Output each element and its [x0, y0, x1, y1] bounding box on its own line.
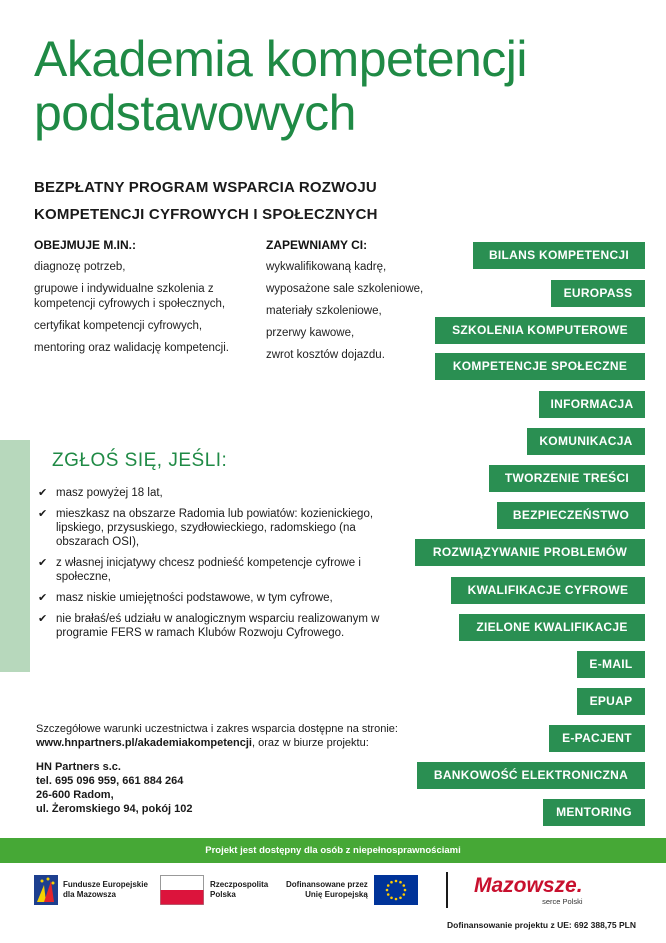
tag-label: SZKOLENIA KOMPUTEROWE: [435, 317, 645, 344]
provides-item: zwrot kosztów dojazdu.: [266, 349, 385, 361]
rp-logo-text: [210, 880, 268, 900]
list-item-text: z własnej inicjatywy chcesz podnieść kompetencje cyfrowe i społeczne,: [56, 557, 361, 583]
list-item: [38, 612, 410, 640]
tag-label: KOMPETENCJE SPOŁECZNE: [435, 353, 645, 380]
tag-label: BANKOWOŚĆ ELEKTRONICZNA: [417, 762, 645, 789]
list-item: [38, 486, 410, 500]
eu-logo-line-1: Dofinansowane przez: [286, 880, 368, 889]
tag-label: MENTORING: [543, 799, 645, 826]
provides-heading: ZAPEWNIAMY CI:: [266, 238, 368, 252]
tag-label: EUROPASS: [551, 280, 645, 307]
eu-flag-icon: [374, 875, 418, 905]
office-address: [36, 760, 416, 816]
list-item-text: masz powyżej 18 lat,: [56, 487, 163, 499]
list-item-text: nie brałaś/eś udziału w analogicznym wsparciu realizowanym w programie FERS w ramach Klubów Rozwoju Cyfrowego.: [56, 613, 380, 639]
company-name: HN Partners s.c.: [36, 761, 121, 773]
postal-city: 26-600 Radom,: [36, 789, 114, 801]
list-item: [38, 556, 410, 584]
info-lead-after: , oraz w biurze projektu:: [252, 737, 369, 749]
polish-flag-icon: [160, 875, 204, 905]
page-title: [34, 32, 654, 140]
tag-label: KOMUNIKACJA: [527, 428, 645, 455]
rp-logo: [160, 870, 268, 910]
info-lead: [36, 722, 416, 750]
phone-numbers[interactable]: tel. 695 096 959, 661 884 264: [36, 775, 184, 787]
accessibility-strip: Projekt jest dostępny dla osób z niepełnosprawnościami: [0, 838, 666, 863]
includes-item: diagnozę potrzeb,: [34, 261, 126, 273]
fe-logo-text: [63, 880, 148, 900]
page-subtitle: [34, 174, 454, 228]
subtitle-line-1: BEZPŁATNY PROGRAM WSPARCIA ROZWOJU: [34, 179, 377, 196]
tag-label: BEZPIECZEŃSTWO: [497, 502, 645, 529]
subtitle-line-2: KOMPETENCJI CYFROWYCH I SPOŁECZNYCH: [34, 206, 378, 223]
includes-heading: OBEJMUJE M.IN.:: [34, 238, 137, 252]
check-icon: ✔: [38, 613, 48, 625]
logo-divider: [446, 872, 448, 908]
sponsor-logos: [0, 870, 666, 920]
includes-item: grupowe i indywidualne szkolenia z kompetencji cyfrowych i społecznych,: [34, 283, 226, 310]
tag-label: ZIELONE KWALIFIKACJE: [459, 614, 645, 641]
provides-item: przerwy kawowe,: [266, 327, 355, 339]
includes-item: certyfikat kompetencji cyfrowych,: [34, 320, 203, 332]
rp-logo-line-1: Rzeczpospolita: [210, 880, 269, 889]
list-item-text: mieszkasz na obszarze Radomia lub powiatów: kozienickiego, lipskiego, przysuskiego, szydłowieckiego, radomskiego (na obszarach OSI),: [56, 508, 374, 548]
includes-section: [34, 238, 249, 363]
street-address: ul. Żeromskiego 94, pokój 102: [36, 803, 193, 815]
fe-logo-icon: [34, 875, 58, 905]
title-line-2: podstawowych: [34, 85, 356, 141]
mazowsze-logo-name: Mazowsze.: [474, 873, 583, 897]
tag-label: KWALIFIKACJE CYFROWE: [451, 577, 645, 604]
website-link[interactable]: www.hnpartners.pl/akademiakompetencji: [36, 737, 252, 749]
title-line-1: Akademia kompetencji: [34, 31, 528, 87]
apply-checklist: [38, 486, 410, 647]
list-item: [38, 591, 410, 605]
check-icon: ✔: [38, 508, 48, 520]
tag-label: E-PACJENT: [549, 725, 645, 752]
decorative-side-bar: [0, 440, 30, 672]
fe-logo-line-2: dla Mazowsza: [63, 890, 116, 899]
provides-item: wykwalifikowaną kadrę,: [266, 261, 387, 273]
funding-amount: Dofinansowanie projektu z UE: 692 388,75 PLN: [447, 920, 636, 930]
mazowsze-logo-tagline: serce Polski: [542, 896, 583, 906]
tag-label: INFORMACJA: [539, 391, 645, 418]
contact-info: [36, 722, 416, 816]
includes-item: mentoring oraz walidację kompetencji.: [34, 342, 229, 354]
eu-logo: [286, 870, 418, 910]
fe-logo-line-1: Fundusze Europejskie: [63, 880, 148, 889]
tag-label: BILANS KOMPETENCJI: [473, 242, 645, 269]
list-item: [38, 507, 410, 549]
apply-heading: ZGŁOŚ SIĘ, JEŚLI:: [52, 450, 228, 471]
check-icon: ✔: [38, 592, 48, 604]
tag-label: EPUAP: [577, 688, 645, 715]
provides-item: wyposażone sale szkoleniowe,: [266, 283, 424, 295]
mazowsze-logo: [474, 870, 583, 910]
tag-label: TWORZENIE TREŚCI: [489, 465, 645, 492]
provides-item: materiały szkoleniowe,: [266, 305, 382, 317]
eu-logo-text: [286, 880, 368, 900]
check-icon: ✔: [38, 487, 48, 499]
provides-section: [266, 238, 456, 370]
rp-logo-line-2: Polska: [210, 890, 236, 899]
check-icon: ✔: [38, 557, 48, 569]
info-lead-before: Szczegółowe warunki uczestnictwa i zakres wsparcia dostępne na stronie:: [36, 723, 398, 735]
list-item-text: masz niskie umiejętności podstawowe, w tym cyfrowe,: [56, 592, 333, 604]
tag-label: ROZWIĄZYWANIE PROBLEMÓW: [415, 539, 645, 566]
tag-label: E-MAIL: [577, 651, 645, 678]
fe-logo: [34, 870, 148, 910]
eu-logo-line-2: Unię Europejską: [305, 890, 368, 899]
